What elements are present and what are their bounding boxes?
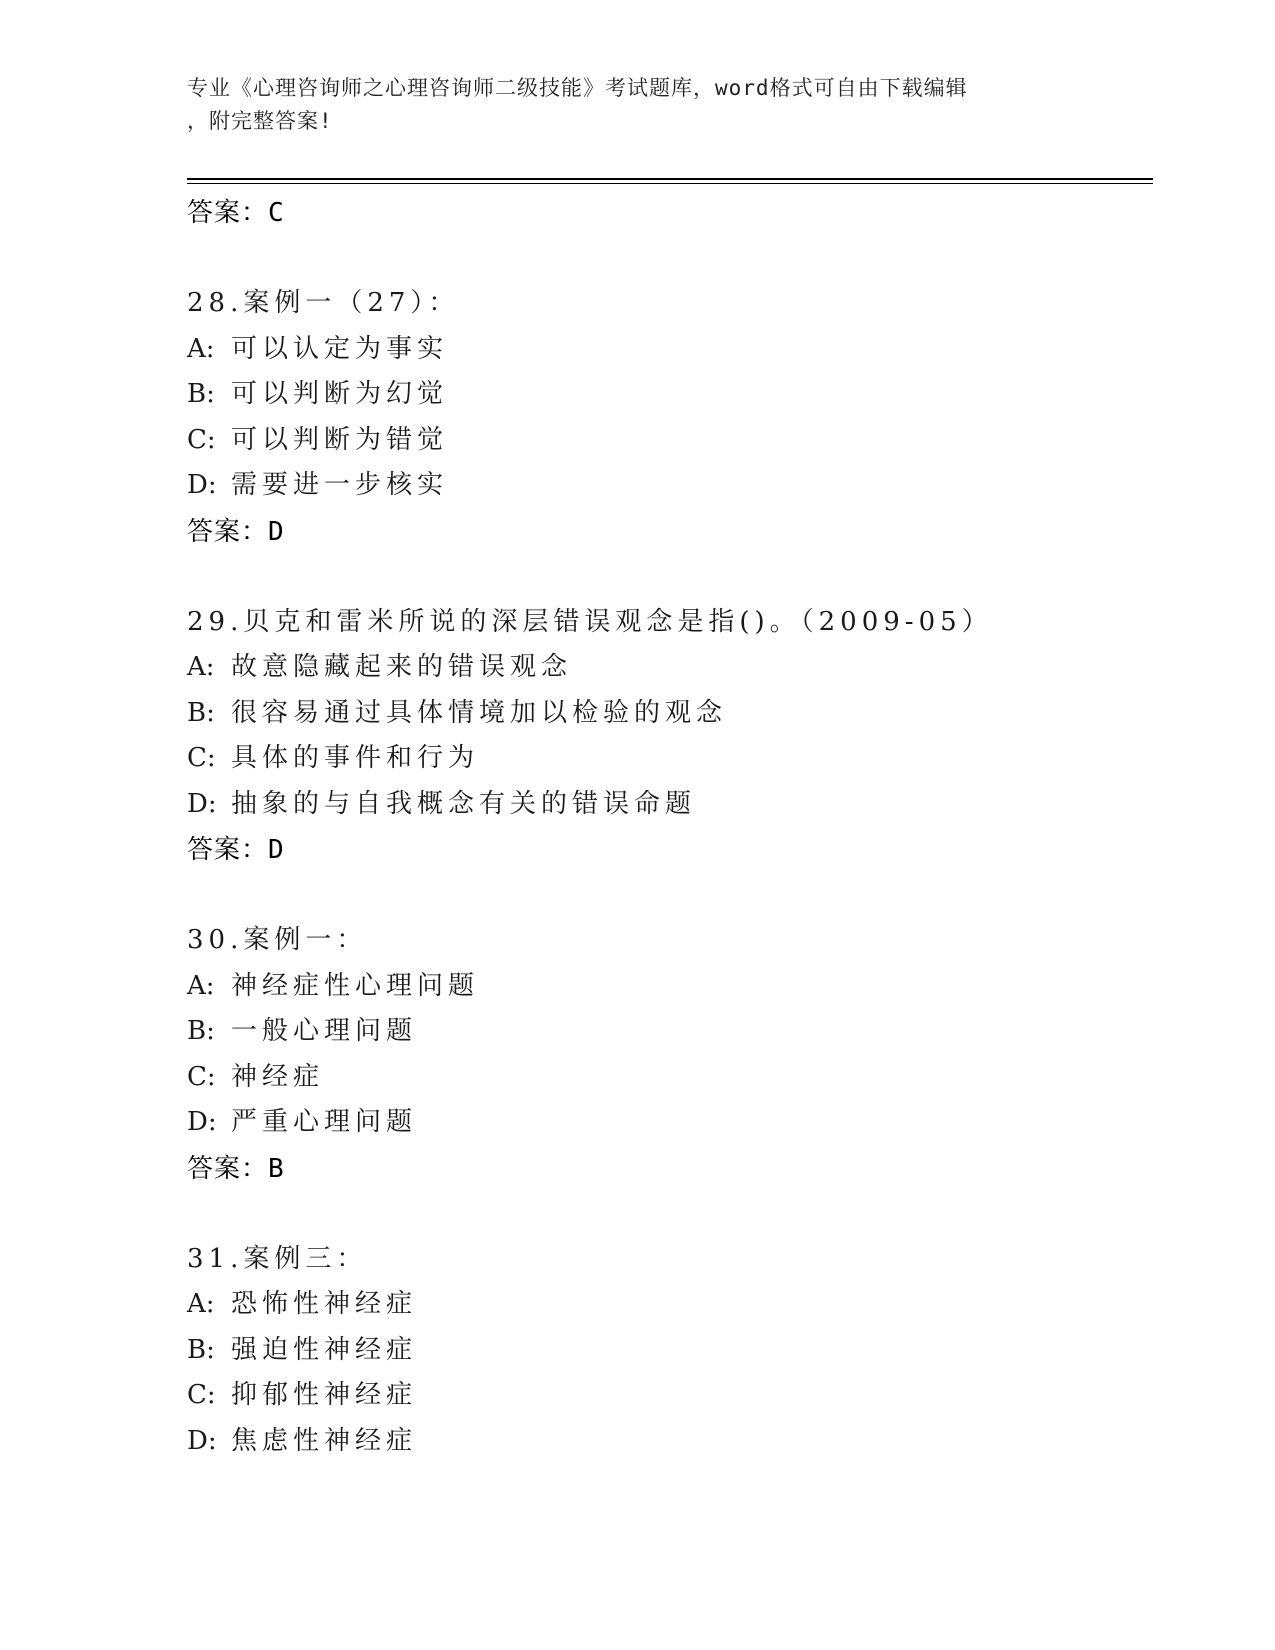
option-text: 很容易通过具体情境加以检验的观念 <box>231 697 728 728</box>
option-text: 具体的事件和行为 <box>231 743 480 773</box>
option-text: 抽象的与自我概念有关的错误命题 <box>231 788 697 819</box>
option-text: 恐怖性神经症 <box>231 1289 418 1319</box>
question-title: 28.案例一（27）： <box>187 288 460 318</box>
header-divider-thin <box>187 183 1153 184</box>
option-key: A: <box>187 652 215 682</box>
question-31 <box>187 1237 1153 1465</box>
answer-line: 答案：B <box>187 1153 285 1184</box>
option-b <box>187 1328 1153 1374</box>
option-key: A: <box>187 333 215 364</box>
option-text: 一般心理问题 <box>231 1016 418 1046</box>
answer-line: 答案：C <box>187 198 285 228</box>
option-c <box>187 736 1153 782</box>
option-key: C: <box>187 1061 216 1092</box>
option-key: A: <box>187 970 215 1001</box>
option-b <box>187 372 1153 418</box>
document-header <box>187 72 1087 138</box>
option-key: C: <box>187 424 216 455</box>
option-c <box>187 1373 1153 1419</box>
option-key: D: <box>187 1107 217 1137</box>
question-30 <box>187 918 1153 1192</box>
question-title: 31.案例三： <box>187 1243 368 1274</box>
header-line-1: 专业《心理咨询师之心理咨询师二级技能》考试题库，word格式可自由下载编辑 <box>187 76 968 100</box>
header-divider-thick <box>187 178 1153 180</box>
option-d <box>187 1419 1153 1465</box>
question-list <box>187 190 1153 1464</box>
option-key: B: <box>187 1334 215 1365</box>
option-text: 抑郁性神经症 <box>231 1380 418 1410</box>
option-text: 神经症性心理问题 <box>231 970 480 1001</box>
option-key: D: <box>187 1425 217 1456</box>
option-a <box>187 327 1153 373</box>
option-key: C: <box>187 1380 216 1410</box>
question-title: 29.贝克和雷米所说的深层错误观念是指()。（2009-05） <box>187 606 993 637</box>
option-a <box>187 964 1153 1010</box>
option-b <box>187 691 1153 737</box>
option-key: B: <box>187 379 215 409</box>
option-d <box>187 782 1153 828</box>
option-d <box>187 463 1153 509</box>
header-line-2: ，附完整答案! <box>187 109 333 133</box>
option-b <box>187 1009 1153 1055</box>
option-text: 可以判断为错觉 <box>231 424 449 455</box>
option-text: 强迫性神经症 <box>231 1334 418 1365</box>
option-text: 神经症 <box>231 1061 325 1092</box>
answer-line: 答案：D <box>187 835 285 865</box>
option-key: D: <box>187 470 217 500</box>
answer-line: 答案：D <box>187 516 285 547</box>
option-key: D: <box>187 788 217 819</box>
option-text: 可以认定为事实 <box>231 333 449 364</box>
option-d <box>187 1100 1153 1146</box>
option-text: 需要进一步核实 <box>231 470 449 500</box>
question-title: 30.案例一： <box>187 925 368 955</box>
option-text: 故意隐藏起来的错误观念 <box>231 652 573 682</box>
option-key: C: <box>187 743 216 773</box>
option-text: 焦虑性神经症 <box>231 1425 418 1456</box>
question-29 <box>187 600 1153 874</box>
option-a <box>187 645 1153 691</box>
option-key: B: <box>187 1016 215 1046</box>
option-c <box>187 418 1153 464</box>
question-28 <box>187 281 1153 555</box>
option-c <box>187 1055 1153 1101</box>
option-key: A: <box>187 1289 215 1319</box>
option-text: 严重心理问题 <box>231 1107 418 1137</box>
option-a <box>187 1282 1153 1328</box>
option-text: 可以判断为幻觉 <box>231 379 449 409</box>
option-key: B: <box>187 697 215 728</box>
